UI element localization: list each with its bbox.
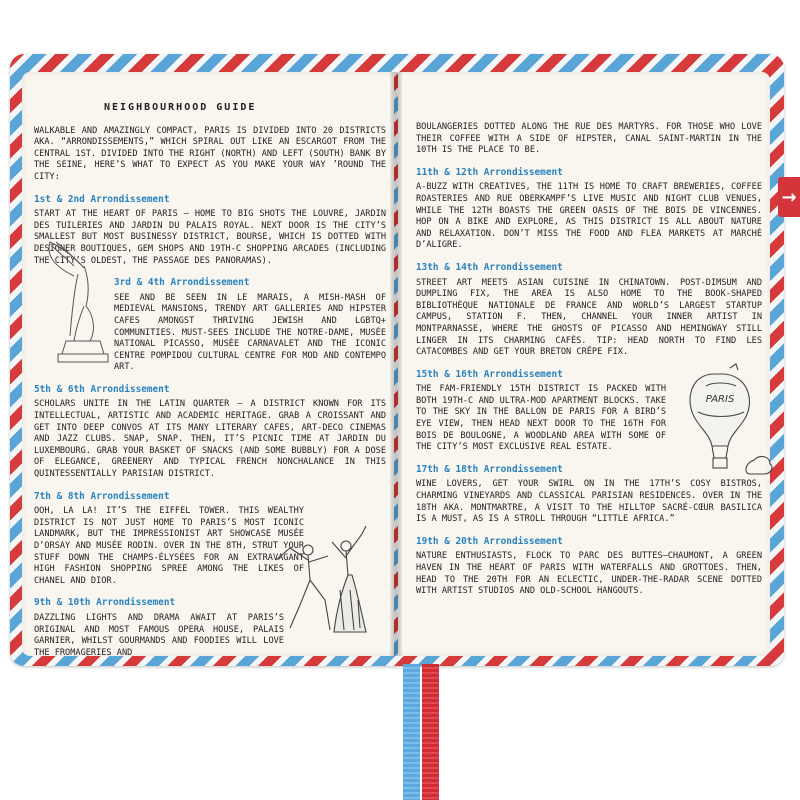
page-title: NEIGHBOURHOOD GUIDE <box>104 102 257 113</box>
section-text-1-2: START AT THE HEART OF PARIS — HOME TO BIG SHOTS THE LOUVRE, JARDIN DES TUILERIES AND JARDIN DU PALAIS ROYAL. NEXT DOOR IS THE CITY’S SMALLEST BUT MOST BUSINESSY DISTRICT, BOURSE, WHICH IS DOTTED WITH DESIGNER BOUTIQUES, GEM SHOPS AND 19TH-C SHOPPING ARCADES (INCLUDING THE CITY’S OLDEST, THE PASSAGE DES PANORAMAS). <box>34 209 386 266</box>
blue-bookmark-ribbon[interactable] <box>403 664 420 800</box>
section-heading-13-14: 13th & 14th Arrondissement <box>416 261 563 273</box>
winged-victory-illustration <box>44 236 122 366</box>
arrow-right-icon[interactable]: → <box>778 177 800 217</box>
section-heading-17-18: 17th & 18th Arrondissement <box>416 463 563 475</box>
section-heading-5-6: 5th & 6th Arrondissement <box>34 383 170 395</box>
dancers-illustration <box>270 520 382 640</box>
red-bookmark-ribbon[interactable] <box>422 664 439 800</box>
section-heading-11-12: 11th & 12th Arrondissement <box>416 166 563 178</box>
section-text-19-20: NATURE ENTHUSIASTS, FLOCK TO PARC DES BUTTES—CHAUMONT, A GREEN HAVEN IN THE HEART OF PARIS WITH WATERFALLS AND GROTTOES. THEN, HEAD TO THE 20TH FOR AN ECLECTIC, UNDER-THE-RADAR SCENE DOTTED WITH ARTIST STUDIOS AND OLD-SCHOOL HANGOUTS. <box>416 551 762 597</box>
section-text-17-18: WINE LOVERS, GET YOUR SWIRL ON IN THE 17TH’S COSY BISTROS, CHARMING VINEYARDS AND CLASSICAL PARISIAN RESIDENCES. OVER IN THE 18TH AKA. MONTMARTRE, A VISIT TO THE HILLTOP SACRÉ-CŒUR BASILICA IS A MUST, AS IS A STROLL THROUGH “LITTLE AFRICA.” <box>416 479 762 525</box>
balloon-label: PARIS <box>705 394 735 405</box>
intro-paragraph: WALKABLE AND AMAZINGLY COMPACT, PARIS IS DIVIDED INTO 20 DISTRICTS AKA. “ARRONDISSEMENTS,” WHICH SPIRAL OUT LIKE AN ESCARGOT FROM THE CENTRAL 1ST. DIVIDED INTO THE RIGHT (NORTH) AND LEFT (SOUTH) BANK BY THE SEINE, HERE’S WHAT TO EXPECT AS YOU MAKE YOUR WAY ’ROUND THE CITY: <box>34 125 386 182</box>
right-page-content <box>416 122 762 598</box>
section-heading-9-10: 9th & 10th Arrondissement <box>34 597 176 609</box>
section-text-13-14: STREET ART MEETS ASIAN CUISINE IN CHINATOWN. POST-DIMSUM AND DUMPLING FIX, THE AREA IS ALSO HOME TO THE BOOK-SHAPED BIBLIOTHÈQUE NATIONALE DE FRANCE AND WORLD’S LARGEST STARTUP CAMPUS, STATION F. THEN, CHANNEL YOUR INNER ARTIST IN MONTPARNASSE, WHERE THE GHOSTS OF PICASSO AND HEMINGWAY STILL LINGER IN ITS CHARMING CAFÉS. TIP: HEAD NORTH TO FIND LES CATACOMBES AND GET YOUR BRETON CRÊPE FIX. <box>416 277 762 358</box>
continued-paragraph: BOULANGERIES DOTTED ALONG THE RUE DES MARTYRS. FOR THOSE WHO LOVE THEIR COFFEE WITH A SIDE OF HIPSTER, CANAL SAINT-MARTIN IN THE 10TH IS THE PLACE TO BE. <box>416 122 762 156</box>
section-text-9-10: DAZZLING LIGHTS AND DRAMA AWAIT AT PARIS’S ORIGINAL AND MOST FAMOUS OPERA HOUSE, PALAIS GARNIER, WHILST GOURMANDS AND FOODIES WILL LOVE THE FROMAGERIES AND <box>34 612 284 658</box>
section-heading-7-8: 7th & 8th Arrondissement <box>34 490 170 502</box>
section-heading-3-4: 3rd & 4th Arrondissement <box>114 277 250 289</box>
book-gutter <box>390 72 402 656</box>
section-text-11-12: A-BUZZ WITH CREATIVES, THE 11TH IS HOME TO CRAFT BREWERIES, COFFEE ROASTERIES AND RUE OBERKAMPF’S LIVE MUSIC AND NIGHT CLUB VENUES, WHILE THE 12TH BOASTS THE GREEN OASIS OF THE BOIS DE VINCENNES. HOP ON A BIKE AND EXPLORE, AS THIS DISTRICT IS ALL ABOUT NATURE AND RELAXATION. DON’T MISS THE FOOD AND FLEA MARKETS AT MARCHÉ D’ALIGRE. <box>416 182 762 251</box>
section-heading-1-2: 1st & 2nd Arrondissement <box>34 193 170 205</box>
section-text-5-6: SCHOLARS UNITE IN THE LATIN QUARTER — A DISTRICT KNOWN FOR ITS INTELLECTUAL, ARTISTIC AND ACADEMIC HERITAGE. GRAB A CROISSANT AND GET INTO DEEP CONVOS AT ITS MANY LITERARY CAFES, ART-DECO CINEMAS AND JAZZ CLUBS. SNAP, SNAP. THEN, IT’S PICNIC TIME AT JARDIN DU LUXEMBOURG. GRAB YOUR BASKET OF SNACKS (AND SOME BUBBLY) FOR A DOSE OF ELEGANCE, GREENERY AND TYPICAL FRENCH NONCHALANCE IN THIS QUINTESSENTIALLY PARISIAN DISTRICT. <box>34 399 386 480</box>
section-heading-15-16: 15th & 16th Arrondissement <box>416 368 563 380</box>
section-text-15-16: THE FAM-FRIENDLY 15TH DISTRICT IS PACKED WITH BOTH 19TH-C AND ULTRA-MOD APARTMENT BLOCKS. TAKE TO THE SKY IN THE BALLON DE PARIS FOR A BIRD’S EYE VIEW, THEN HEAD NEXT DOOR TO THE 16TH FOR BOIS DE BOULOGNE, A WOODLAND AREA WITH SOME OF THE CITY’S MOST EXCLUSIVE REAL ESTATE. <box>416 384 666 453</box>
section-heading-19-20: 19th & 20th Arrondissement <box>416 535 563 547</box>
section-text-7-8: OOH, LA LA! IT’S THE EIFFEL TOWER. THIS WEALTHY DISTRICT IS NOT JUST HOME TO PARIS’S MOST ICONIC LANDMARK, BUT THE IMPRESSIONIST ART SHOWCASE MUSÉE D’ORSAY AND MUSÉE RODIN. OVER IN THE 8TH, STRUT YOUR STUFF DOWN THE CHAMPS-ÉLYSÉES FOR AN EXTRAVAGANT HIGH FASHION SHOPPING SPREE AMONG THE LIKES OF CHANEL AND DIOR. <box>34 506 304 586</box>
paris-balloon-illustration <box>676 362 776 482</box>
section-text-3-4: SEE AND BE SEEN IN LE MARAIS, A MISH-MASH OF MEDIEVAL MANSIONS, TRENDY ART GALLERIES AND HIPSTER CAFES AMONGST THRIVING JEWISH AND LGBTQ+ COMMUNITIES. MUST-SEES INCLUDE THE NOTRE-DAME, MUSÉE NATIONAL PICASSO, MUSÉE CARNAVALET AND THE ICONIC CENTRE POMPIDOU CULTURAL CENTRE FOR MOD AND CONTEMPO ART. <box>114 292 386 373</box>
